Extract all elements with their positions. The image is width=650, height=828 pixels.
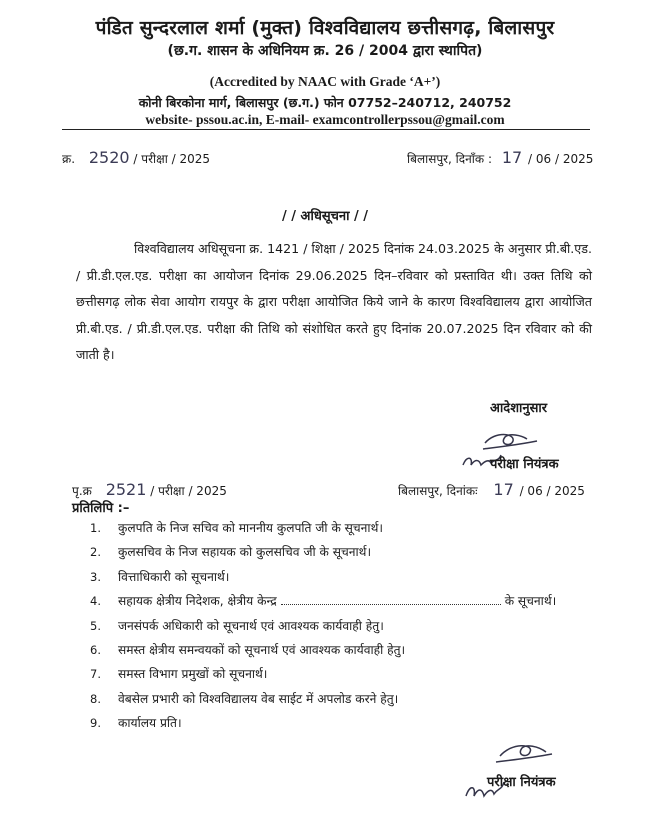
ref-number-handwritten: 2520: [88, 148, 130, 167]
list-item: [90, 690, 590, 714]
date-day-2-handwritten: 17: [493, 480, 514, 499]
copy-label: प्रतिलिपि :–: [72, 501, 130, 516]
list-number: 4.: [90, 594, 101, 609]
list-item: [90, 714, 590, 738]
list-number: 6.: [90, 642, 101, 657]
list-number: 8.: [90, 691, 101, 706]
list-text: वेबसेल प्रभारी को विश्वविद्यालय वेब साईट में अपलोड करने हेतु।: [118, 691, 399, 706]
list-number: 1.: [90, 521, 101, 535]
notification-title: / / अधिसूचना / /: [281, 209, 368, 224]
date-month-year: / 06 / 2025: [528, 152, 594, 166]
list-text: कुलपति के निज सचिव को माननीय कुलपति जी के सूचनार्थ।: [118, 521, 383, 535]
list-item: [90, 665, 590, 689]
date-label-2: बिलासपुर, दिनांकः: [398, 484, 478, 498]
ref-date-1: [407, 148, 593, 167]
list-item: [90, 617, 590, 641]
signatory-title-2: परीक्षा नियंत्रक: [487, 775, 556, 790]
list-text: कार्यालय प्रति।: [118, 716, 182, 731]
list-item: [90, 592, 590, 616]
list-text: समस्त क्षेत्रीय समन्वयकों को सूचनार्थ एवं आवश्यक कार्यवाही हेतु।: [118, 642, 406, 657]
notification-body: विश्वविद्यालय अधिसूचना क्र. 1421 / शिक्षा / 2025 दिनांक 24.03.2025 के अनुसार प्री.बी.एड. / प्री.डी.एल.एड. परीक्षा का आयोजन दिनांक 29.06.2025 दिन–रविवार को प्रस्तावित थी। उक्त तिथि को छत्तीसगढ़ लोक सेवा आयोग रायपुर के द्वारा परीक्षा आयोजित किये जाने के कारण विश्वविद्यालय द्वारा आयोजित प्री.बी.एड. / प्री.डी.एल.एड. परीक्षा की तिथि को संशोधित करते हुए दिनांक 20.07.2025 दिन रविवार को की जाती है।: [76, 241, 592, 362]
ref-prefix: क्र.: [62, 152, 76, 166]
list-item: [90, 568, 590, 592]
signatory-title-1: परीक्षा नियंत्रक: [490, 457, 559, 472]
ref-number-1: [62, 148, 210, 167]
list-text: वित्ताधिकारी को सूचनार्थ।: [118, 569, 230, 584]
ref-suffix-2: / परीक्षा / 2025: [150, 484, 227, 498]
ref-number-2-handwritten: 2521: [105, 480, 147, 499]
address-line: कोनी बिरकोना मार्ग, बिलासपुर (छ.ग.) फोन 07752–240712, 240752: [138, 95, 512, 110]
list-number: 3.: [90, 569, 101, 584]
blank-fill-line: [281, 595, 501, 605]
ref-suffix: / परीक्षा / 2025: [133, 152, 211, 166]
list-text: जनसंपर्क अधिकारी को सूचनार्थ एवं आवश्यक कार्यवाही हेतु।: [118, 618, 384, 633]
order-line: आदेशानुसार: [490, 401, 548, 416]
list-number: 9.: [90, 716, 101, 731]
ref-prefix-2: पृ.क्र: [72, 484, 92, 498]
list-text: कुलसचिव के निज सहायक को कुलसचिव जी के सूचनार्थ।: [118, 545, 372, 560]
list-item: [90, 641, 590, 665]
establishment-act: (छ.ग. शासन के अधिनियम क्र. 26 / 2004 द्वारा स्थापित): [167, 43, 483, 59]
list-number: 7.: [90, 667, 101, 682]
list-number: 2.: [90, 545, 101, 560]
list-item: [90, 519, 590, 543]
ref-date-2: [398, 480, 585, 499]
list-text: सहायक क्षेत्रीय निदेशक, क्षेत्रीय केन्द्र: [118, 594, 277, 609]
ref-number-2: [72, 480, 227, 499]
copy-list: [90, 519, 590, 739]
list-item: [90, 543, 590, 567]
date-month-year-2: / 06 / 2025: [519, 484, 585, 498]
list-text: समस्त विभाग प्रमुखों को सूचनार्थ।: [118, 667, 268, 682]
header-divider: [62, 129, 590, 130]
university-name: पंडित सुन्दरलाल शर्मा (मुक्त) विश्वविद्यालय छत्तीसगढ़, बिलासपुर: [95, 17, 555, 39]
date-day-handwritten: 17: [501, 148, 523, 167]
accreditation: (Accredited by NAAC with Grade ‘A+’): [209, 74, 441, 89]
contact-line: website- pssou.ac.in, E-mail- examcontrollerpssou@gmail.com: [145, 112, 505, 127]
list-text-after: के सूचनार्थ।: [504, 594, 557, 609]
list-number: 5.: [90, 618, 101, 633]
date-label: बिलासपुर, दिनाँक :: [407, 152, 492, 166]
